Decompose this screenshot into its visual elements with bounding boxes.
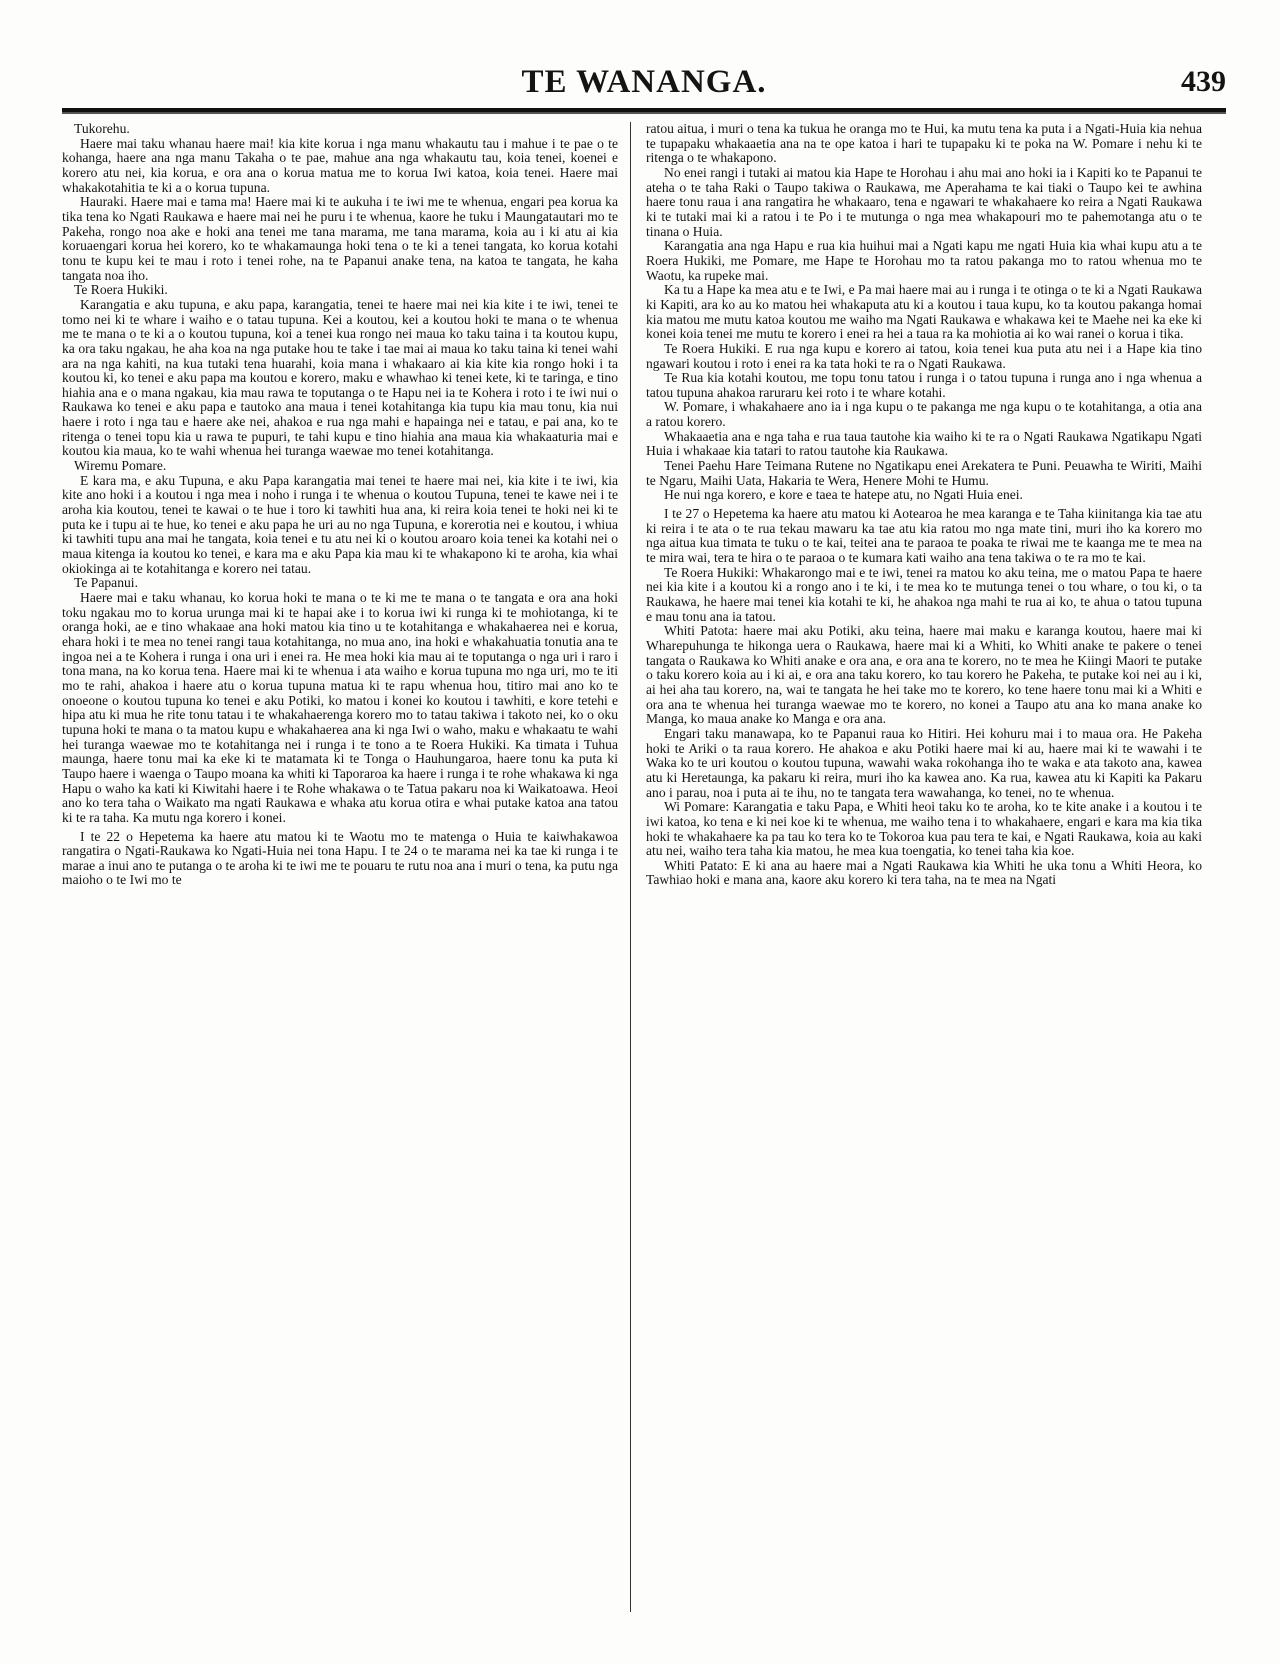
paragraph: Karangatia e aku tupuna, e aku papa, karangatia, tenei te haere mai nei kia kite i te iwi, tenei te tomo nei ki te whare i waiho e o tatau tupuna. Kei a koutou, kei a koutou hoki te mana o te whenua me te mana o te ki a o koutou tupuna, koi a tenei kua rongo nei maua ko taku taina i ta koutou kupu, ka ora taku ngakau, he aha koa na nga putake hou te take i tae mai ai maua ko taku taina ki tenei wahi ara na nga kahiti, na kua tutaki tena huarahi, koia mana i whakaaro ai kia kite kia rongo hoki i ta koutou ki, ko tenei e aku papa ma koutou e korero, maku e whawhao ki tenei kete, ki te taringa, e tino hiahia ana e o mana ngakau, kia mau rawa te toputanga o te Hapu nei ia te Kohera i roto i te iwi nui o Raukawa ko tenei e aku papa e tautoko ana maua i tenei kotahitanga kia tupu kia mau tonu, kia nui haere i roto i nga tau e haere ake nei, ahakoa e rua nga mahi e hapainga nei e tatau, e pai ana, ko te ritenga o tenei topu kia u rawa te pupuri, te tahi kupu e tino hiahia ana maua kia whakaaturia mai e koutou kia maua, ko te wahi whenua hei turanga waewae mo tenei kotahitanga. [62, 296, 618, 459]
paragraph: Te Rua kia kotahi koutou, me topu tonu tatou i runga i o tatou tupuna i runga ano i nga whenua a tatou tupuna ahakoa raruraru kei roto i te whare kotahi. [646, 370, 1202, 400]
paragraph: I te 27 o Hepetema ka haere atu matou ki Aotearoa he mea karanga e te Taha kiinitanga kia tae atu ki reira i te ata o te rua tekau mawaru ka tae atu kia ratou mo nga mate tini, muri iho ka korero mo nga aitua kua timata te tuku o te kai, teitei ana te paraoa te poaka te riwai me te kaanga me te mea na te mira wai, tera te hira o te paraoa o te kumara kati waiho ana tena takiwa o te ra mo te kai. [646, 506, 1202, 566]
paragraph: I te 22 o Hepetema ka haere atu matou ki te Waotu mo te matenga o Huia te kaiwhakawoa rangatira o Ngati-Raukawa ko Ngati-Huia nei tona Hapu. I te 24 o te marama nei ka tae ki runga i te marae a inui ano te putanga o te aroha ki te iwi me te pouaru te rutu noa ana i muri o tena, ka putu nga maioho o te Iwi mo te [62, 828, 618, 888]
paragraph: Whakaaetia ana e nga taha e rua taua tautohe kia waiho ki te ra o Ngati Raukawa Ngatikapu Ngati Huia i whakaae kia tatari to ratou tautohe kia Raukawa. [646, 428, 1202, 459]
paragraph: Engari taku manawapa, ko te Papanui raua ko Hitiri. Hei kohuru mai i to maua ora. He Pakeha hoki te Ariki o ta raua korero. He ahakoa e aku Potiki haere mai ki au, haere mai ki te wawahi i te Waka ko te uri koutou o koutou tupuna, wawahi waka rokohanga iho te waka e ata takoto ana, kawea atu ki Heretaunga, ka pakaru ki reira, muri iho ka kawea ano. Ka rua, kawea atu ki Kapiti ka Pakaru ano i parau, noa i puta ai te ihu, no te tangata tera wawahanga, ko tenei, no te whenua. [646, 725, 1202, 800]
paragraph: Whiti Patato: E ki ana au haere mai a Ngati Raukawa kia Whiti he uka tonu a Whiti Heora, ko Tawhiao hoki e mana ana, kaore aku korero ki tera taha, na te mea na Ngati [646, 857, 1202, 888]
newspaper-title: TE WANANGA. [521, 64, 767, 100]
header-rule [62, 108, 1226, 114]
paragraph: Wi Pomare: Karangatia e taku Papa, e Whiti heoi taku ko te aroha, ko te kite anake i a koutou i te iwi katoa, ko tena e ki nei koe ki te whenua, me waiho tena i to whakahaere, engari e kara ma kia tika hoki te whakahaere ka pa tau ko tera ko te Tokoroa kua pau tera te kai, e Ngati Raukawa, koia au kaki atu nei, waiho tera taha kia matou, he mea kua toengatia, ko tenei taha kia koe. [646, 799, 1202, 859]
paragraph: Te Roera Hukiki. E rua nga kupu e korero ai tatou, koia tenei kua puta atu nei i a Hape kia tino ngawari koutou i roto i enei ra ka tata hoki te ra o Ngati Raukawa. [646, 340, 1202, 371]
paragraph: Whiti Patota: haere mai aku Potiki, aku teina, haere mai maku e karanga koutou, haere mai ki Wharepuhunga te hikonga uera o Raukawa, haere mai ki a Whiti, ko Whiti anake te pakere o tenei tangata o Raukawa ko Whiti anake e ora ana, e ora ana te korero, no te mea he Kiingi Maori te putake o taku korero koia au i ki ai, e ora ana taku korero, ko tau korero he Pakeha, te putake koi nei au i ki, ai hei aha tau korero, na, wai te tangata he hei take mo te korero, ko tene haere tonu mai ki a Whiti e ora ana te whenua hei turanga waewae mo te korero, no konei a Taupo atu ana ko mana anake ko Manga, ko maua anake ko Manga e ora ana. [646, 623, 1202, 727]
paragraph: Hauraki. Haere mai e tama ma! Haere mai ki te aukuha i te iwi me te whenua, engari pea korua ka tika tena ko Ngati Raukawa e haere mai nei he puru i te whenua, kaore he tuku i Maungatautari mo te Pakeha, rongo noa ake e hoki ana tenei me tana marama, me tana marama, koia au i ki atu ai kia koruaengari korua hei korero, ko te whakamaunga hoki tena o te ki a tenei tangata, ko korua kotahi tonu te kupu kei te mau i roto i tenei rohe, na te Papanui anake tena, na katoa te tangata, he kaha tangata noa iho. [62, 194, 618, 283]
paragraph: E kara ma, e aku Tupuna, e aku Papa karangatia mai tenei te haere mai nei, kia kite i te iwi, kia kite ano hoki i a koutou i nga mea i noho i runga i te whenua o koutou Tupuna, tenei te kawe nei i te aroha kia koutou, tenei te kawai o te hue i toro ki tawhiti hua ana, ki reira koia tenei te hoki nei ki te puta ke i tupu ai te hue, ko tenei e aku papa he uri au no nga Tupuna, e korerotia nei e koutou, i whiua ki tawhiti tupu ana mai he tangata, koia tenei e tu atu nei ki o koutou aroaro koia tenei ka kotahi nei o maua kitenga ia koutou ko tenei, e kara ma e aku Papa kia mau ki te whakapono ki te aroha, kia whai okiokinga ai te kotahitanga e korero nei tatau. [62, 472, 618, 576]
speaker-heading: Wiremu Pomare. [74, 458, 167, 474]
paragraph: Karangatia ana nga Hapu e rua kia huihui mai a Ngati kapu me ngati Huia kia whai kupu atu a te Roera Hukiki, me Pomare, me Hape te Horohau mo ta ratou pakanga mo to ratou whenua mo te Waotu, ka rupeke mai. [646, 238, 1202, 283]
paragraph: No enei rangi i tutaki ai matou kia Hape te Horohau i ahu mai ano hoki ia i Kapiti ko te Papanui te ateha o te taha Raki o Taupo takiwa o Raukawa, me Aperahama te kai tiaki o Taupo kei te awhina haere tonu raua i ana rangatira he whakaaro, tena e ngawari te whakahaere ko reira a Ngati Raukawa ki te tutaki mai ki a ratou i te Po i te mutunga o nga mea whakapouri mo te pahemotanga atu o te tinana o Huia. [646, 164, 1202, 239]
masthead [62, 62, 1226, 106]
paragraph: Tenei Paehu Hare Teimana Rutene no Ngatikapu enei Arekatera te Puni. Peuawha te Wiriti, Maihi te Ngaru, Maihi Uata, Hakaria te Wera, Henere Mohi te Humu. [646, 458, 1202, 488]
paragraph: Haere mai e taku whanau, ko korua hoki te mana o te ki me te mana o te tangata e ora ana hoki toku ngakau mo to korua urunga mai ki te hapai ake i to korua iwi ki runga ki te mohiotanga, ki te oranga hoki, ae e tino whakaae ana hoki matou kia tino u te kotahitanga e whakahaerea nei e korua, ehara hoki i te mea no tenei rangi taua kotahitanga, no mua ano, ina hoki e whakahuatia tonutia ana te ingoa nei a te Kohera i runga i ona uri i enei ra. He mea hoki kia mau ai te toputanga o nga uri i raro i tona mana, na ko korua tena. Haere mai ki te whenua i ata waiho e korua tupuna mo nga uri, mo te iti mo te rahi, ahakoa i haere atu o korua tupuna matua ki te rapu whenua hou, titiro mai ano ko te onoeone o koutou tupuna ko tenei e aku Potiki, ko matou i konei ko koutou i tawhiti, e kore tetehi e hipa atu ki mua he rite tonu tatau i te whakahaerenga korero mo to tatau takiwa i takoto nei, ko o oku tupuna hoki te mana o ta matou kupu e whakahaerea ana ki nga Iwi o waho, maku e whakaatu te wahi hei turanga waewae mo te kotahitanga nei i runga i te tono a te Roera Hukiki. Ka timata i Tuhua maunga, haere tonu mai ka eke ki te matamata ki te Tonga o Hauhungaroa, haere tonu ka puta ki Taupo haere i waenga o Taupo moana ka whiti ki Taporaroa ka haere i runga i te rohe whakawa ki nga Hapu o waho ka kati ki Kiwitahi haere i te Rohe whakawa o te Tatua pakaru noa ki Waikatoawa. Heoi ano ko tera taha o Waikato ma ngati Raukawa e whaka atu korua otira e whai putake katoa ana tatou ki te ra taha. Ka mutu nga korero i konei. [62, 590, 618, 825]
speaker-heading: Te Papanui. [74, 575, 138, 591]
paragraph: He nui nga korero, e kore e taea te hatepe atu, no Ngati Huia enei. [664, 487, 1023, 503]
right-column [646, 122, 1202, 1620]
paragraph: Te Roera Hukiki: Whakarongo mai e te iwi, tenei ra matou ko aku teina, me o matou Papa te haere nei kia kite i a koutou ki a rongo ano i te ki, i te mea ko te mutunga tenei o tou whare, o tou ki, o ta Raukawa, he haere mai tenei kia kotahi te ki, he ahakoa nga mahi te rua ai ko, te ahua o tatou tupuna e mau tonu ana ia tatou. [646, 564, 1202, 624]
speaker-heading: Te Roera Hukiki. [74, 282, 168, 298]
paragraph: Haere mai taku whanau haere mai! kia kite korua i nga manu whakautu tau i mahue i te pae o te kohanga, haere ana nga manu Takaha o te pae, mahue ana nga whakautu tau, koia tenei, koenei e korero atu nei, kia korua, e ora ana o korua matua me to korua Iwi katoa, koia tenei. Haere mai whakakotahitia te ki a o korua tupuna. [62, 135, 618, 195]
paragraph: Ka tu a Hape ka mea atu e te Iwi, e Pa mai haere mai au i runga i te otinga o te ki a Ngati Raukawa ki Kapiti, ara ko au ko matou hei whakaputa atu ki a koutou i taua kupu, ko ta koutou pakanga homai kia matou me mutu katoa koutou me waiho ma Ngati Raukawa e whakawa kei te Maehe nei ka eke ki konei koia tenei me mutu te korero i enei ra hei a taua ra ka mohiotia ai ko wai ranei o korua i tika. [646, 282, 1202, 342]
column-divider [630, 122, 631, 1612]
speaker-heading: Tukorehu. [74, 122, 130, 136]
left-column [62, 122, 618, 1620]
page-number: 439 [1181, 65, 1226, 98]
paragraph: ratou aitua, i muri o tena ka tukua he oranga mo te Hui, ka mutu tena ka puta i a Ngati-Huia kia nehua te tupapaku whakaaetia ana na te ope katoa i hari te tupapaku ki te poka na W. Pomare i nehu ki te ritenga o te whakapono. [646, 122, 1202, 166]
paragraph: W. Pomare, i whakahaere ano ia i nga kupu o te pakanga me nga kupu o te kotahitanga, a otia ana a ratou korero. [646, 399, 1202, 430]
